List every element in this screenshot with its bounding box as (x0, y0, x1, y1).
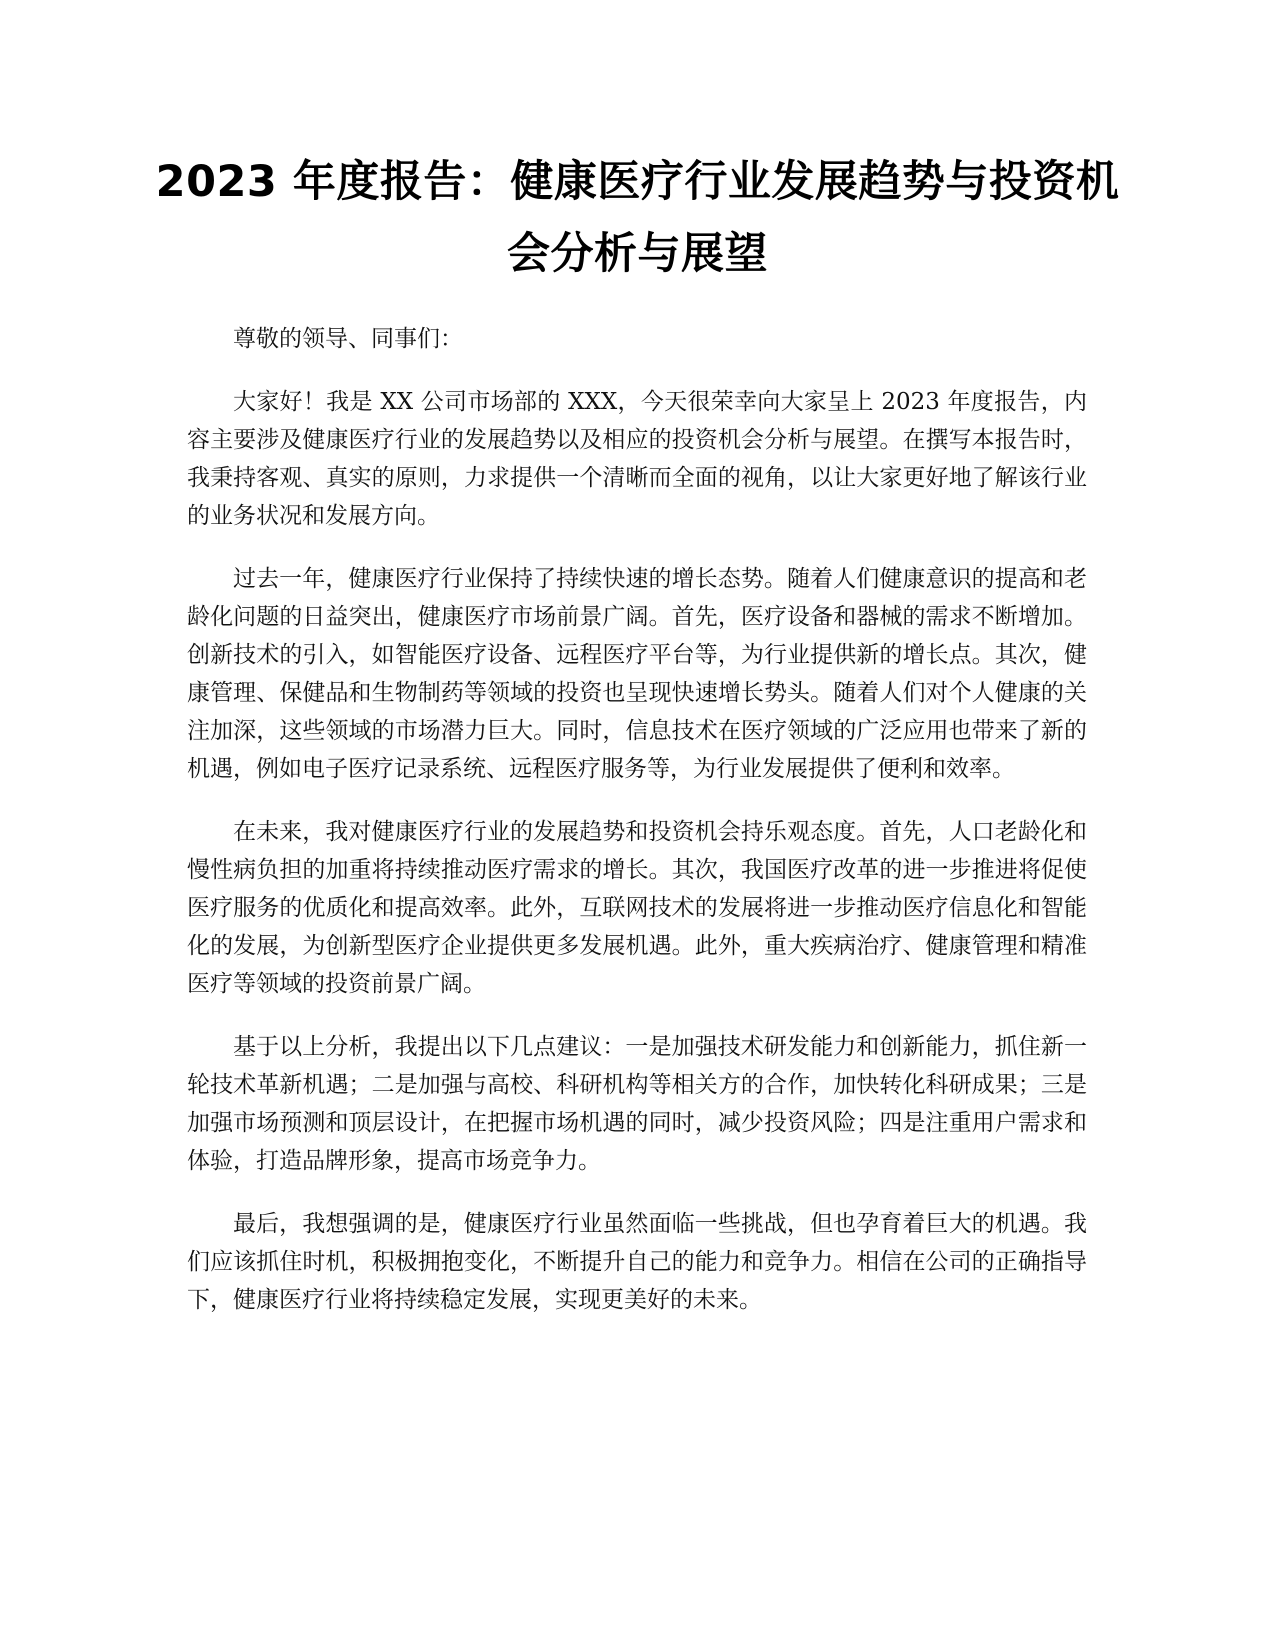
paragraph-recommendations: 基于以上分析，我提出以下几点建议：一是加强技术研发能力和创新能力，抓住新一轮技术革新机遇；二是加强与高校、科研机构等相关方的合作，加快转化科研成果；三是加强市场预测和顶层设计，在把握市场机遇的同时，减少投资风险；四是注重用户需求和体验，打造品牌形象，提高市场竞争力。 (187, 1034, 1087, 1174)
document-title: 2023 年度报告：健康医疗行业发展趋势与投资机会分析与展望 (155, 157, 1120, 279)
paragraph-conclusion: 最后，我想强调的是，健康医疗行业虽然面临一些挑战，但也孕育着巨大的机遇。我们应该抓住时机，积极拥抱变化，不断提升自己的能力和竞争力。相信在公司的正确指导下，健康医疗行业将持续稳定发展，实现更美好的未来。 (187, 1211, 1087, 1313)
paragraph-introduction: 大家好！我是 XX 公司市场部的 XXX，今天很荣幸向大家呈上 2023 年度报告，内容主要涉及健康医疗行业的发展趋势以及相应的投资机会分析与展望。在撰写本报告时，我秉持客观、真实的原则，力求提供一个清晰而全面的视角，以让大家更好地了解该行业的业务状况和发展方向。 (187, 389, 1087, 529)
salutation: 尊敬的领导、同事们： (233, 326, 463, 352)
paragraph-past-year-review: 过去一年，健康医疗行业保持了持续快速的增长态势。随着人们健康意识的提高和老龄化问题的日益突出，健康医疗市场前景广阔。首先，医疗设备和器械的需求不断增加。创新技术的引入，如智能医疗设备、远程医疗平台等，为行业提供新的增长点。其次，健康管理、保健品和生物制药等领域的投资也呈现快速增长势头。随着人们对个人健康的关注加深，这些领域的市场潜力巨大。同时，信息技术在医疗领域的广泛应用也带来了新的机遇，例如电子医疗记录系统、远程医疗服务等，为行业发展提供了便利和效率。 (187, 566, 1087, 782)
document-body (187, 320, 1087, 1344)
paragraph-future-outlook: 在未来，我对健康医疗行业的发展趋势和投资机会持乐观态度。首先，人口老龄化和慢性病负担的加重将持续推动医疗需求的增长。其次，我国医疗改革的进一步推进将促使医疗服务的优质化和提高效率。此外，互联网技术的发展将进一步推动医疗信息化和智能化的发展，为创新型医疗企业提供更多发展机遇。此外，重大疾病治疗、健康管理和精准医疗等领域的投资前景广阔。 (187, 819, 1087, 997)
